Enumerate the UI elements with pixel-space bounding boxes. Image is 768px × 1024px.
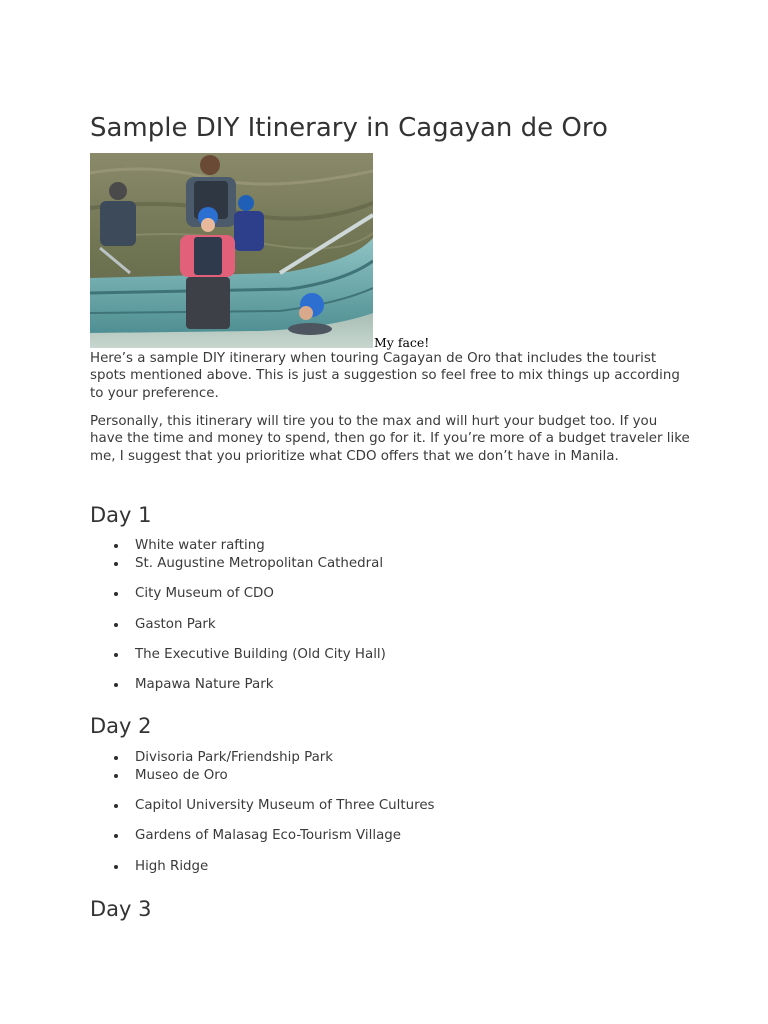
day-3-heading: Day 3 bbox=[90, 897, 152, 921]
list-item: Mapawa Nature Park bbox=[135, 677, 274, 692]
list-item: The Executive Building (Old City Hall) bbox=[135, 647, 386, 662]
list-item: Gardens of Malasag Eco-Tourism Village bbox=[135, 828, 402, 843]
page-title: Sample DIY Itinerary in Cagayan de Oro bbox=[90, 113, 608, 143]
day-1-heading: Day 1 bbox=[90, 503, 152, 527]
photo-caption: My face! bbox=[374, 335, 430, 350]
list-item: Divisoria Park/Friendship Park bbox=[135, 750, 334, 765]
list-item: High Ridge bbox=[135, 859, 209, 874]
photo-figure bbox=[90, 153, 690, 349]
rafting-photo bbox=[90, 153, 373, 348]
intro-paragraph: Here’s a sample DIY itinerary when touring Cagayan de Oro that includes the tourist spots mentioned above. This is just a suggestion so feel free to mix things up according to your preference. bbox=[90, 351, 680, 401]
day-2-heading: Day 2 bbox=[90, 714, 152, 738]
list-item: White water rafting bbox=[135, 538, 265, 553]
list-item: City Museum of CDO bbox=[135, 586, 274, 601]
budget-paragraph: Personally, this itinerary will tire you to the max and will hurt your budget too. If you have the time and money to spend, then go for it. If you’re more of a budget traveler like me, I suggest that you prioritize what CDO offers that we don’t have in Manila. bbox=[90, 414, 690, 464]
list-item: Museo de Oro bbox=[135, 768, 228, 783]
list-item: Capitol University Museum of Three Cultures bbox=[135, 798, 435, 813]
list-item: St. Augustine Metropolitan Cathedral bbox=[135, 556, 384, 571]
list-item: Gaston Park bbox=[135, 617, 216, 632]
